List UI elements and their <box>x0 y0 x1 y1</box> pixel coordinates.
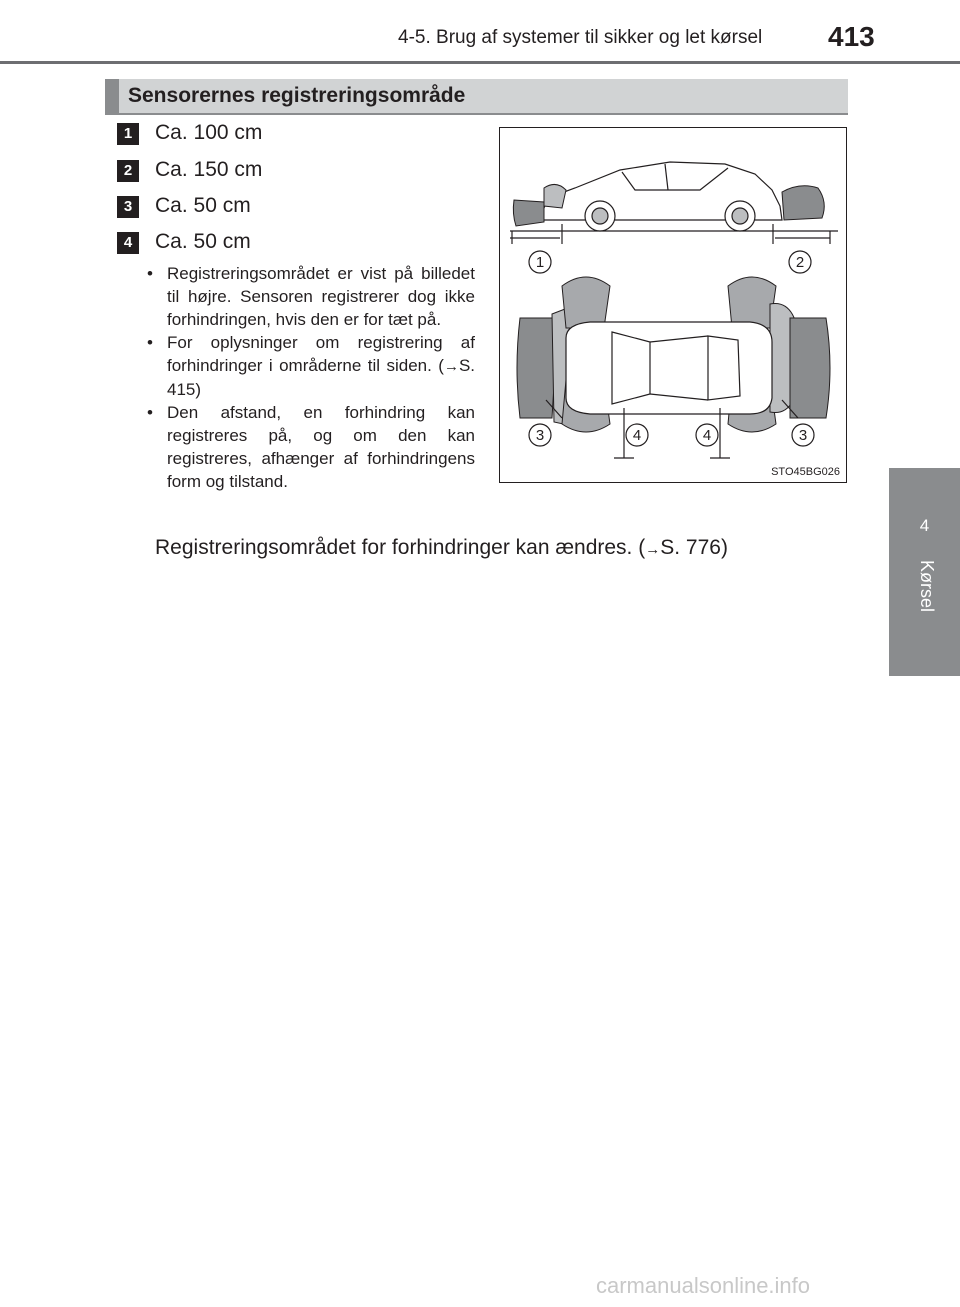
callout-label: 3 <box>798 427 808 444</box>
page-reference-link[interactable]: S. 776 <box>660 536 721 559</box>
page-reference-link[interactable]: S. 415 <box>167 356 475 399</box>
callout-label: 4 <box>632 427 642 444</box>
chapter-number: 4 <box>919 516 930 535</box>
top-view-car <box>566 322 772 414</box>
figure-code: STO45BG026 <box>771 466 840 478</box>
bullet-list <box>145 262 475 493</box>
bullet-text: Den afstand, en forhindring kan registreres på, og om den kan registreres, afhænger af forhindringens form og tilstand. <box>167 403 475 491</box>
chapter-name: Kørsel <box>917 560 937 613</box>
bullet-text: For oplysninger om registrering af forhindringer i områderne til siden. ( <box>167 333 475 375</box>
callout-badge: 2 <box>117 160 139 182</box>
vehicle-sensor-diagram <box>500 128 848 484</box>
arrow-right-icon: → <box>443 358 459 375</box>
bullet-item <box>145 262 475 331</box>
callout-badge: 3 <box>117 196 139 218</box>
callout-label: 1 <box>535 254 545 271</box>
header-divider <box>0 61 960 64</box>
range-text: Ca. 50 cm <box>155 230 251 253</box>
section-accent <box>105 79 119 113</box>
section-divider <box>105 113 848 115</box>
section-heading <box>105 79 848 113</box>
note-suffix: ) <box>720 536 728 559</box>
section-title: Sensorernes registreringsområde <box>128 84 466 107</box>
arrow-right-icon: → <box>645 541 661 558</box>
bullet-dot: • <box>147 333 153 352</box>
callout-badge: 1 <box>117 123 139 145</box>
bullet-item <box>145 331 475 401</box>
bullet-dot: • <box>147 403 153 422</box>
bullet-text: Registreringsområdet er vist på billedet til højre. Sensoren registrerer dog ikke forhindringen, hvis den er for tæt på. <box>167 264 475 329</box>
callout-label: 2 <box>795 254 805 271</box>
callout-label: 3 <box>535 427 545 444</box>
range-change-note <box>155 536 728 560</box>
range-text: Ca. 150 cm <box>155 158 263 181</box>
bullet-dot: • <box>147 264 153 283</box>
range-text: Ca. 100 cm <box>155 121 263 144</box>
bullet-text-suffix: ) <box>195 380 202 399</box>
page-number: 413 <box>828 21 875 52</box>
sensor-range-illustration <box>499 127 847 483</box>
bullet-item <box>145 401 475 493</box>
callout-label: 4 <box>702 427 712 444</box>
side-dimension-lines <box>510 224 830 244</box>
callout-badge: 4 <box>117 232 139 254</box>
chapter-side-tab[interactable] <box>889 468 960 676</box>
range-text: Ca. 50 cm <box>155 194 251 217</box>
note-text: Registreringsområdet for forhindringer kan ændres. ( <box>155 536 646 559</box>
running-header-title: 4-5. Brug af systemer til sikker og let kørsel <box>398 27 763 48</box>
watermark: carmanualsonline.info <box>596 1273 811 1298</box>
